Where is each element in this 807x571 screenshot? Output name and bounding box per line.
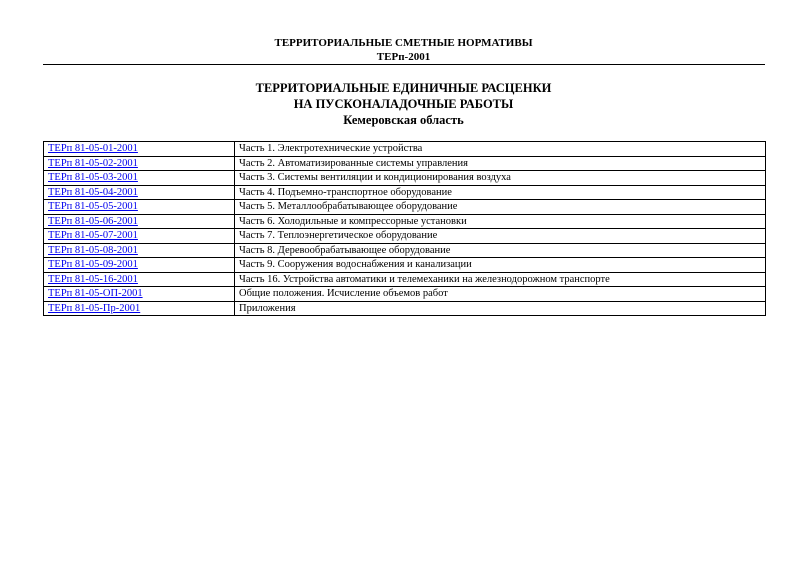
- code-cell: [44, 258, 235, 273]
- parts-index-table: [43, 141, 766, 316]
- description-cell: Приложения: [235, 301, 766, 316]
- code-cell: [44, 243, 235, 258]
- table-row: [44, 272, 766, 287]
- code-cell: [44, 214, 235, 229]
- description-cell: Часть 3. Системы вентиляции и кондиционирования воздуха: [235, 171, 766, 186]
- part-link[interactable]: ТЕРп 81-05-Пр-2001: [48, 302, 141, 314]
- header-subtitle: ТЕРп-2001: [376, 51, 431, 63]
- description-cell: Часть 7. Теплоэнергетическое оборудование: [235, 229, 766, 244]
- description-cell: Часть 6. Холодильные и компрессорные установки: [235, 214, 766, 229]
- title-line-2: НА ПУСКОНАЛАДОЧНЫЕ РАБОТЫ: [293, 97, 514, 111]
- description-cell: Часть 5. Металлообрабатывающее оборудование: [235, 200, 766, 215]
- title-line-1: ТЕРРИТОРИАЛЬНЫЕ ЕДИНИЧНЫЕ РАСЦЕНКИ: [255, 81, 552, 95]
- code-cell: [44, 142, 235, 157]
- code-cell: [44, 200, 235, 215]
- code-cell: [44, 272, 235, 287]
- table-row: [44, 287, 766, 302]
- part-link[interactable]: ТЕРп 81-05-07-2001: [48, 230, 138, 242]
- header-title: ТЕРРИТОРИАЛЬНЫЕ СМЕТНЫЕ НОРМАТИВЫ: [274, 37, 533, 49]
- part-link[interactable]: ТЕРп 81-05-03-2001: [48, 172, 138, 184]
- table-row: [44, 156, 766, 171]
- table-row: [44, 171, 766, 186]
- code-cell: [44, 229, 235, 244]
- document-header: [0, 36, 807, 64]
- description-cell: Часть 2. Автоматизированные системы управления: [235, 156, 766, 171]
- table-row: [44, 185, 766, 200]
- code-cell: [44, 301, 235, 316]
- description-cell: Часть 4. Подъемно-транспортное оборудование: [235, 185, 766, 200]
- code-cell: [44, 185, 235, 200]
- code-cell: [44, 171, 235, 186]
- table-row: [44, 301, 766, 316]
- part-link[interactable]: ТЕРп 81-05-ОП-2001: [48, 288, 143, 300]
- part-link[interactable]: ТЕРп 81-05-01-2001: [48, 143, 138, 155]
- part-link[interactable]: ТЕРп 81-05-02-2001: [48, 157, 138, 169]
- description-cell: Общие положения. Исчисление объемов работ: [235, 287, 766, 302]
- code-cell: [44, 156, 235, 171]
- part-link[interactable]: ТЕРп 81-05-16-2001: [48, 273, 138, 285]
- description-cell: Часть 16. Устройства автоматики и телемеханики на железнодорожном транспорте: [235, 272, 766, 287]
- description-cell: Часть 8. Деревообрабатывающее оборудование: [235, 243, 766, 258]
- code-cell: [44, 287, 235, 302]
- part-link[interactable]: ТЕРп 81-05-08-2001: [48, 244, 138, 256]
- table-row: [44, 200, 766, 215]
- table-row: [44, 258, 766, 273]
- header-divider: [43, 64, 765, 65]
- description-cell: Часть 9. Сооружения водоснабжения и канализации: [235, 258, 766, 273]
- table-row: [44, 243, 766, 258]
- table-row: [44, 142, 766, 157]
- table-row: [44, 229, 766, 244]
- description-cell: Часть 1. Электротехнические устройства: [235, 142, 766, 157]
- table-row: [44, 214, 766, 229]
- part-link[interactable]: ТЕРп 81-05-04-2001: [48, 186, 138, 198]
- part-link[interactable]: ТЕРп 81-05-05-2001: [48, 201, 138, 213]
- part-link[interactable]: ТЕРп 81-05-06-2001: [48, 215, 138, 227]
- part-link[interactable]: ТЕРп 81-05-09-2001: [48, 259, 138, 271]
- title-region: Кемеровская область: [343, 113, 464, 127]
- document-title: [0, 80, 807, 128]
